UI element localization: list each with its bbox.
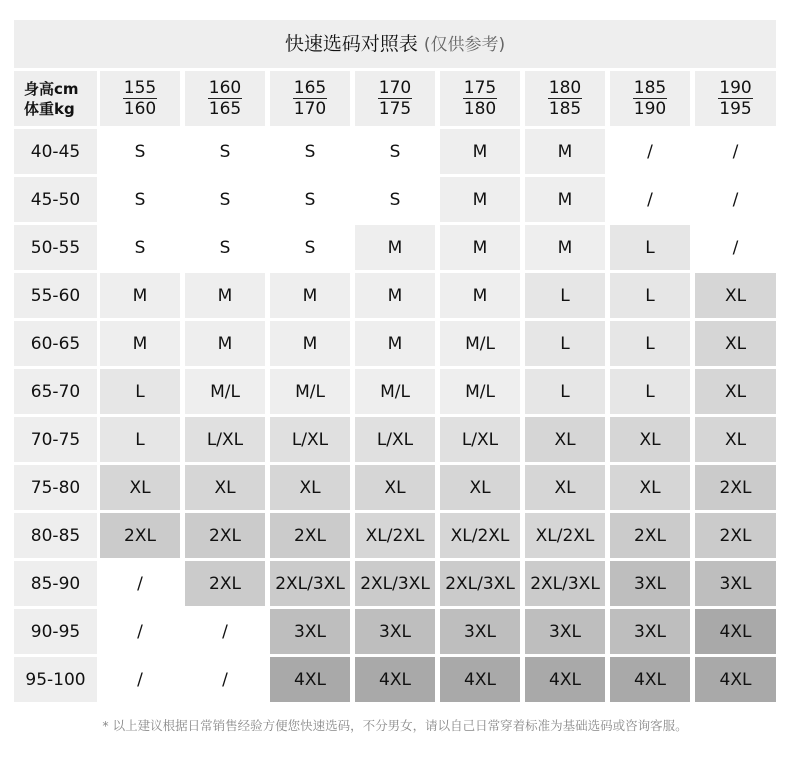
size-value: M	[217, 285, 233, 306]
size-cell	[525, 657, 605, 702]
header-col-190	[695, 71, 776, 126]
size-value: 3XL	[634, 621, 666, 642]
size-cell	[610, 321, 690, 366]
size-value: L/XL	[461, 429, 499, 450]
size-value: L	[135, 381, 145, 402]
header-col-155	[100, 71, 180, 126]
size-cell	[185, 177, 265, 222]
size-value: 4XL	[719, 669, 752, 690]
weight-range: 65-70	[30, 381, 81, 402]
size-cell	[270, 177, 350, 222]
size-cell	[525, 561, 605, 606]
size-cell	[525, 273, 605, 318]
size-cell	[695, 369, 776, 414]
header-col-185	[610, 71, 690, 126]
size-value: S	[304, 189, 316, 210]
size-cell	[610, 369, 690, 414]
size-value: XL/2XL	[365, 525, 425, 546]
size-cell	[100, 513, 180, 558]
size-cell	[355, 129, 435, 174]
size-cell	[610, 465, 690, 510]
size-cell	[525, 465, 605, 510]
size-cell	[525, 225, 605, 270]
size-cell	[185, 417, 265, 462]
header-weight-value: 160	[123, 99, 157, 119]
size-cell	[355, 177, 435, 222]
size-cell	[185, 129, 265, 174]
size-cell	[185, 513, 265, 558]
size-value: S	[219, 189, 231, 210]
header-col-175	[440, 71, 520, 126]
weight-range-cell	[14, 273, 97, 318]
size-value: /	[647, 189, 653, 210]
size-cell	[185, 273, 265, 318]
size-cell	[440, 225, 520, 270]
size-value: XL	[384, 477, 406, 498]
size-value: /	[222, 621, 228, 642]
size-value: S	[389, 189, 401, 210]
size-cell	[100, 369, 180, 414]
weight-range: 80-85	[30, 525, 81, 546]
size-value: S	[134, 189, 146, 210]
size-cell	[440, 369, 520, 414]
header-height-value: 170	[378, 78, 412, 98]
header-col-170	[355, 71, 435, 126]
size-value: /	[732, 189, 739, 210]
size-value: /	[732, 237, 739, 258]
header-col-160	[185, 71, 265, 126]
size-value: L	[560, 381, 570, 402]
size-value: 3XL	[549, 621, 581, 642]
size-value: 4XL	[294, 669, 326, 690]
size-value: 2XL	[209, 573, 241, 594]
size-value: L	[645, 237, 655, 258]
weight-range: 90-95	[30, 621, 81, 642]
size-value: XL	[724, 429, 747, 450]
size-value: /	[222, 669, 228, 690]
size-value: 3XL	[294, 621, 326, 642]
size-cell	[695, 561, 776, 606]
size-value: XL	[129, 477, 151, 498]
header-weight-value: 195	[719, 99, 752, 119]
size-value: M/L	[210, 381, 240, 402]
size-value: XL	[724, 381, 747, 402]
size-cell	[695, 657, 776, 702]
size-value: 2XL/3XL	[445, 573, 515, 594]
size-cell	[355, 609, 435, 654]
header-weight-value: 190	[633, 99, 667, 119]
size-cell	[610, 225, 690, 270]
size-cell	[355, 465, 435, 510]
size-cell	[355, 417, 435, 462]
size-cell	[270, 273, 350, 318]
size-value: M	[302, 333, 318, 354]
size-value: S	[304, 141, 316, 162]
header-col-180	[525, 71, 605, 126]
size-value: L/XL	[206, 429, 244, 450]
size-value: /	[647, 141, 653, 162]
footnote: * 以上建议根据日常销售经验方便您快速选码，不分男女，请以自己日常穿着标准为基础选码或咨询客服。	[102, 718, 688, 733]
size-cell	[440, 273, 520, 318]
size-cell	[100, 129, 180, 174]
weight-range: 70-75	[30, 429, 81, 450]
size-value: M/L	[380, 381, 410, 402]
size-value: M	[472, 141, 488, 162]
size-cell	[610, 609, 690, 654]
weight-range-cell	[14, 417, 97, 462]
size-cell	[525, 177, 605, 222]
size-cell	[610, 417, 690, 462]
size-value: M	[472, 189, 488, 210]
size-cell	[270, 465, 350, 510]
size-value: /	[732, 141, 739, 162]
size-cell	[185, 561, 265, 606]
size-value: /	[137, 573, 143, 594]
size-cell	[185, 321, 265, 366]
size-cell	[185, 225, 265, 270]
size-value: 2XL/3XL	[530, 573, 600, 594]
header-weight-value: 185	[548, 99, 582, 119]
size-cell	[610, 561, 690, 606]
size-cell	[100, 465, 180, 510]
size-value: 4XL	[549, 669, 581, 690]
size-value: 2XL/3XL	[360, 573, 430, 594]
header-weight-value: 170	[293, 99, 327, 119]
size-value: 4XL	[719, 621, 752, 642]
size-value: 2XL	[209, 525, 241, 546]
size-cell	[100, 561, 180, 606]
size-cell	[695, 417, 776, 462]
weight-range-cell	[14, 561, 97, 606]
size-cell	[610, 513, 690, 558]
size-value: XL/2XL	[450, 525, 510, 546]
weight-range: 75-80	[30, 477, 81, 498]
size-value: 3XL	[379, 621, 411, 642]
size-value: M	[217, 333, 233, 354]
size-value: M	[302, 285, 318, 306]
size-value: L	[645, 285, 655, 306]
size-value: S	[304, 237, 316, 258]
weight-range-cell	[14, 177, 97, 222]
size-cell	[695, 321, 776, 366]
size-value: L	[645, 381, 655, 402]
size-cell	[270, 225, 350, 270]
header-height-value: 175	[463, 78, 497, 98]
header-weight-value: 175	[378, 99, 412, 119]
size-cell	[270, 321, 350, 366]
size-value: 3XL	[719, 573, 752, 594]
size-cell	[440, 513, 520, 558]
size-value: L	[560, 333, 570, 354]
size-value: 4XL	[634, 669, 666, 690]
header-col-165	[270, 71, 350, 126]
size-cell	[695, 225, 776, 270]
size-value: 2XL	[719, 525, 752, 546]
size-value: XL	[214, 477, 236, 498]
weight-range-cell	[14, 369, 97, 414]
size-cell	[525, 513, 605, 558]
size-cell	[610, 177, 690, 222]
weight-range-cell	[14, 657, 97, 702]
weight-range: 60-65	[30, 333, 81, 354]
size-cell	[695, 273, 776, 318]
size-value: XL	[299, 477, 321, 498]
size-cell	[440, 129, 520, 174]
size-cell	[355, 513, 435, 558]
size-cell	[610, 273, 690, 318]
size-value: M	[132, 285, 148, 306]
title-subtitle: (仅供参考)	[423, 35, 506, 55]
size-cell	[440, 609, 520, 654]
size-value: XL	[469, 477, 491, 498]
size-value: 4XL	[379, 669, 411, 690]
title-main: 快速选码对照表	[284, 33, 418, 55]
size-value: 2XL	[719, 477, 752, 498]
size-cell	[355, 225, 435, 270]
weight-range: 50-55	[30, 237, 81, 258]
size-value: 2XL	[634, 525, 666, 546]
size-value: S	[134, 237, 146, 258]
size-cell	[525, 417, 605, 462]
size-value: XL	[724, 285, 747, 306]
size-cell	[525, 609, 605, 654]
size-cell	[100, 657, 180, 702]
weight-range-cell	[14, 321, 97, 366]
size-value: L	[645, 333, 655, 354]
size-cell	[695, 177, 776, 222]
size-cell	[525, 369, 605, 414]
size-value: L/XL	[291, 429, 329, 450]
size-cell	[695, 513, 776, 558]
size-value: S	[219, 141, 231, 162]
size-cell	[440, 417, 520, 462]
size-value: M	[387, 237, 403, 258]
size-cell	[695, 609, 776, 654]
size-value: M	[472, 285, 488, 306]
size-value: M	[132, 333, 148, 354]
size-cell	[440, 561, 520, 606]
size-value: M	[472, 237, 488, 258]
size-cell	[270, 513, 350, 558]
weight-range-cell	[14, 225, 97, 270]
size-value: M	[387, 333, 403, 354]
size-cell	[440, 657, 520, 702]
header-height-value: 165	[293, 78, 327, 98]
chart-title	[14, 20, 776, 68]
size-cell	[355, 657, 435, 702]
size-value: XL	[554, 477, 576, 498]
size-value: M	[387, 285, 403, 306]
size-value: 2XL	[294, 525, 326, 546]
size-value: XL	[639, 477, 661, 498]
size-cell	[355, 321, 435, 366]
size-cell	[185, 369, 265, 414]
size-value: XL	[724, 333, 747, 354]
size-cell	[610, 129, 690, 174]
size-value: S	[389, 141, 401, 162]
size-value: XL	[554, 429, 576, 450]
weight-range: 55-60	[30, 285, 81, 306]
size-cell	[695, 465, 776, 510]
header-height-value: 185	[633, 78, 667, 98]
size-value: M/L	[295, 381, 325, 402]
size-value: M	[557, 141, 573, 162]
size-value: 3XL	[634, 573, 666, 594]
weight-range: 45-50	[30, 189, 81, 210]
header-weight-value: 180	[463, 99, 497, 119]
size-cell	[270, 609, 350, 654]
header-height-value: 190	[719, 78, 752, 98]
weight-range: 95-100	[25, 669, 86, 690]
size-value: /	[137, 669, 143, 690]
size-cell	[355, 273, 435, 318]
weight-range-cell	[14, 465, 97, 510]
header-height-value: 155	[123, 78, 157, 98]
size-cell	[695, 129, 776, 174]
size-cell	[100, 417, 180, 462]
header-height-value: 160	[208, 78, 242, 98]
size-cell	[100, 273, 180, 318]
weight-label: 体重kg	[24, 99, 75, 118]
size-value: 4XL	[464, 669, 496, 690]
size-value: S	[134, 141, 146, 162]
header-weight-value: 165	[208, 99, 242, 119]
size-value: L/XL	[376, 429, 414, 450]
size-cell	[440, 177, 520, 222]
size-cell	[270, 129, 350, 174]
size-cell	[185, 465, 265, 510]
size-value: S	[219, 237, 231, 258]
size-cell	[270, 561, 350, 606]
size-cell	[525, 321, 605, 366]
weight-range-cell	[14, 513, 97, 558]
size-cell	[100, 225, 180, 270]
weight-range: 85-90	[30, 573, 81, 594]
size-value: XL/2XL	[535, 525, 595, 546]
size-cell	[610, 657, 690, 702]
weight-range-cell	[14, 129, 97, 174]
size-cell	[185, 609, 265, 654]
header-height-value: 180	[548, 78, 582, 98]
weight-range: 40-45	[30, 141, 81, 162]
size-cell	[270, 369, 350, 414]
size-cell	[100, 321, 180, 366]
size-value: 2XL	[124, 525, 156, 546]
size-value: 3XL	[464, 621, 496, 642]
size-value: M	[557, 237, 573, 258]
size-value: M/L	[465, 333, 495, 354]
weight-range-cell	[14, 609, 97, 654]
size-value: M/L	[465, 381, 495, 402]
size-value: 2XL/3XL	[275, 573, 345, 594]
size-cell	[440, 321, 520, 366]
size-cell	[270, 657, 350, 702]
size-cell	[355, 561, 435, 606]
size-cell	[440, 465, 520, 510]
size-cell	[270, 417, 350, 462]
size-cell	[185, 657, 265, 702]
height-label: 身高cm	[24, 79, 79, 98]
size-cell	[100, 177, 180, 222]
size-value: L	[560, 285, 570, 306]
size-value: L	[135, 429, 145, 450]
header-axis-label	[14, 71, 97, 126]
size-value: /	[137, 621, 143, 642]
size-value: M	[557, 189, 573, 210]
size-cell	[525, 129, 605, 174]
size-cell	[100, 609, 180, 654]
size-cell	[355, 369, 435, 414]
size-value: XL	[639, 429, 661, 450]
